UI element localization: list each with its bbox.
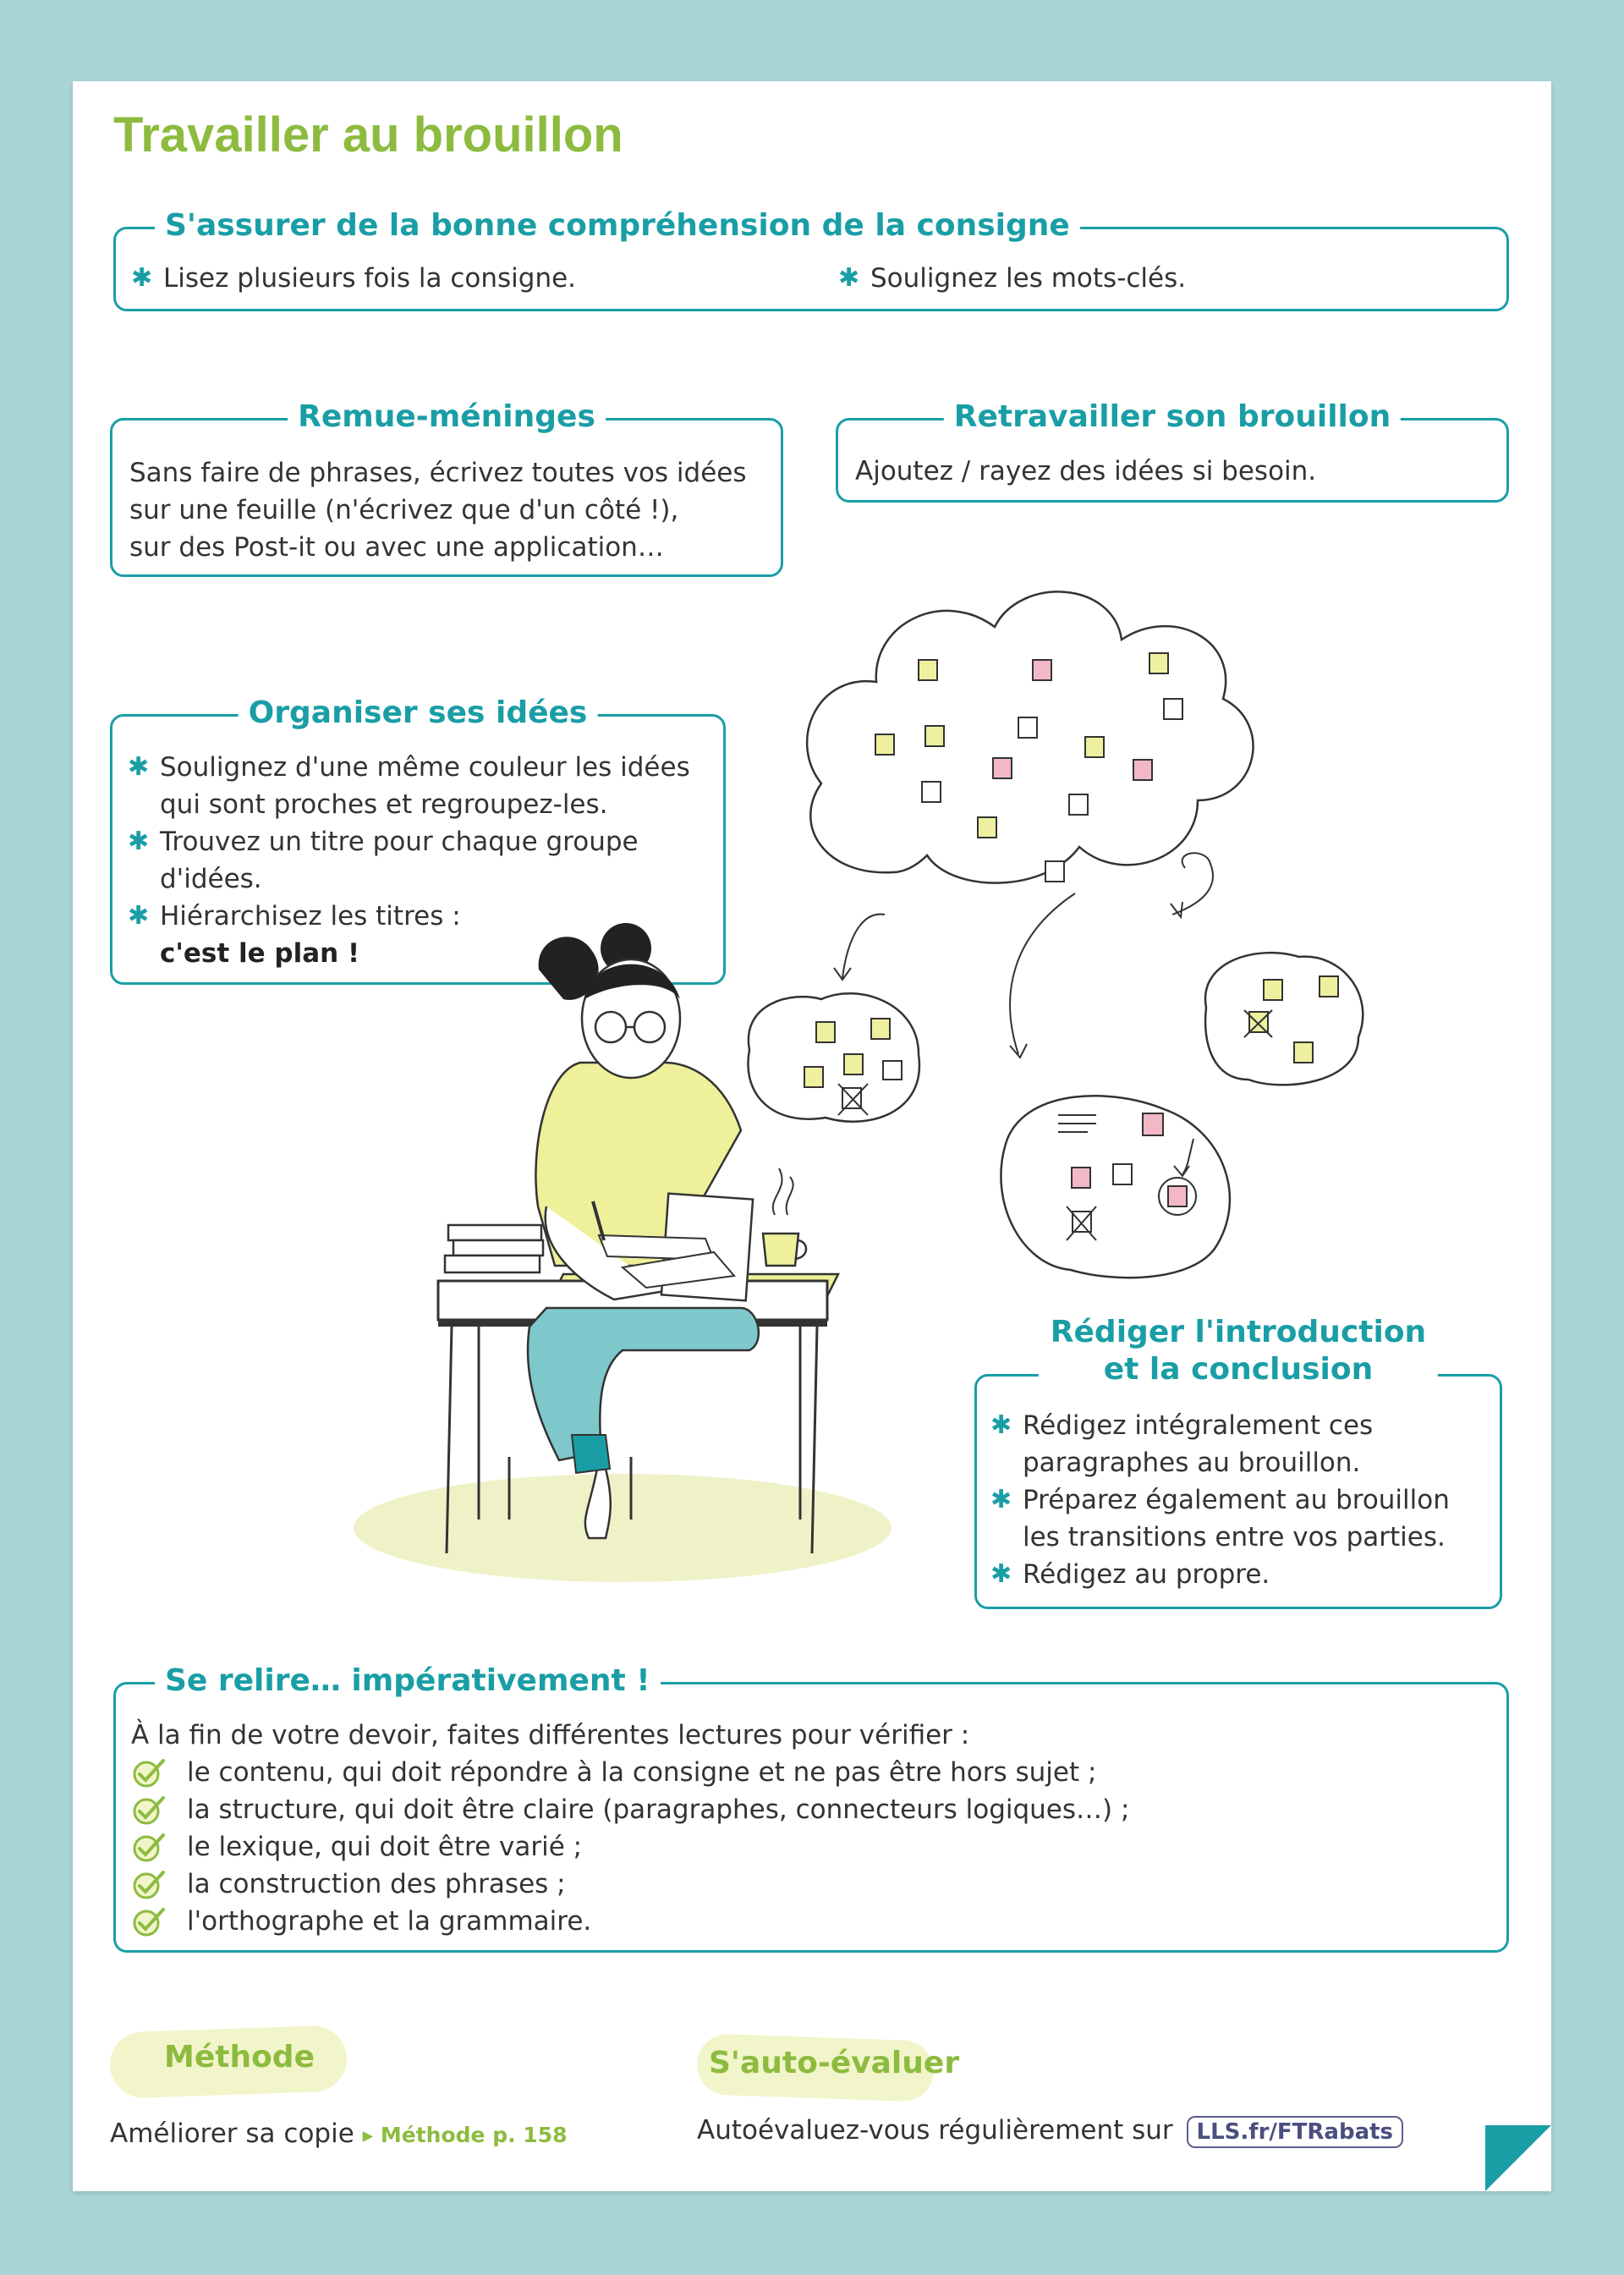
bullet-text: Soulignez d'une même couleur les idées [160,752,690,783]
checklist-text: la structure, qui doit être claire (paragraphes, connecteurs logiques…) ; [187,1794,1130,1825]
checklist-text: le lexique, qui doit être varié ; [187,1832,583,1862]
paragraph-line: Ajoutez / rayez des idées si besoin. [855,456,1317,486]
bullet-text: Rédigez au propre. [1023,1559,1270,1590]
check-circle-icon [131,1757,168,1789]
box-title-line: Rédiger l'introduction [1050,1315,1427,1349]
check-circle-icon [131,1794,168,1827]
bullet-text-bold: c'est le plan ! [160,938,360,969]
box-relire [113,1663,1509,1953]
box-consigne-title: S'assurer de la bonne compréhension de la consigne [155,206,1080,246]
checklist-item [131,1866,1484,1903]
asterisk-bullet-icon: ✱ [128,827,150,856]
paragraph-line: Sans faire de phrases, écrivez toutes vos idées [129,458,747,488]
bullet-text: qui sont proches et regroupez-les. [160,789,608,820]
bullet-text: Soulignez les mots-clés. [870,263,1187,294]
auto-eval-label: S'auto-évaluer [709,2046,960,2080]
bullet-text: paragraphes au brouillon. [1023,1448,1361,1478]
box-consigne [113,208,1509,311]
box-relire-title: Se relire… impérativement ! [155,1661,661,1701]
asterisk-bullet-icon: ✱ [990,1559,1012,1589]
list-item [128,749,711,823]
idea-group-bubbles-icon [748,953,1363,1278]
box-remue-title: Remue-méninges [288,397,606,437]
methode-label: Méthode [164,2040,315,2074]
bullet-text: les transitions entre vos parties. [1023,1522,1446,1552]
asterisk-bullet-icon: ✱ [990,1485,1012,1514]
lls-link[interactable]: LLS.fr/FTRabats [1187,2116,1404,2148]
box-remue-meninges [110,399,783,577]
asterisk-bullet-icon: ✱ [990,1410,1012,1440]
methode-text: Améliorer sa copie [110,2118,354,2149]
brainstorm-cloud-icon [807,591,1253,882]
list-item [990,1407,1490,1481]
postit-notes-icon [875,653,1182,882]
checklist-item [131,1754,1484,1791]
list-item [128,898,711,972]
check-circle-icon [131,1906,168,1938]
student-desk-icon [354,923,892,1582]
box-rediger [974,1315,1502,1609]
bullet-text: Préparez également au brouillon [1023,1485,1450,1515]
grouped-postits-icon [804,976,1338,1240]
checklist-item [131,1903,1484,1940]
box-title-line: et la conclusion [1103,1352,1374,1387]
bullet-text: Hiérarchisez les titres : [160,901,461,931]
box-organiser [110,695,726,985]
asterisk-bullet-icon: ✱ [131,263,153,293]
list-item [131,260,576,297]
list-item [990,1481,1490,1556]
asterisk-bullet-icon: ✱ [838,263,860,293]
page-title: Travailler au brouillon [113,107,623,162]
bullet-text: Rédigez intégralement ces [1023,1410,1374,1441]
asterisk-bullet-icon: ✱ [128,752,150,782]
box-organiser-title: Organiser ses idées [239,693,598,734]
checklist-text: le contenu, qui doit répondre à la consigne et ne pas être hors sujet ; [187,1757,1097,1788]
checklist-item [131,1791,1484,1828]
list-item [128,823,711,898]
bullet-text: Lisez plusieurs fois la consigne. [163,263,577,294]
list-item [990,1556,1490,1593]
bullet-text: Trouvez un titre pour chaque groupe [160,827,639,857]
auto-eval-line [697,2115,1403,2148]
box-retravailler [836,399,1509,503]
checklist-text: la construction des phrases ; [187,1869,566,1899]
box-rediger-title [1039,1314,1438,1388]
bullet-text: d'idées. [160,864,262,894]
checklist-item [131,1828,1484,1866]
box-retravailler-title: Retravailler son brouillon [944,397,1401,437]
checklist-text: l'orthographe et la grammaire. [187,1906,592,1937]
relire-intro: À la fin de votre devoir, faites différentes lectures pour vérifier : [131,1720,970,1750]
check-circle-icon [131,1869,168,1901]
auto-eval-text: Autoévaluez-vous régulièrement sur [697,2115,1173,2146]
page-corner-icon [1485,2125,1551,2191]
list-item [838,260,1186,297]
check-circle-icon [131,1832,168,1864]
methode-line [110,2118,568,2149]
paragraph-line: sur des Post-it ou avec une application… [129,532,664,563]
page [73,81,1551,2191]
arrows-icon [834,853,1213,1058]
methode-link[interactable]: ▸ Méthode p. 158 [362,2123,568,2147]
asterisk-bullet-icon: ✱ [128,901,150,931]
paragraph-line: sur une feuille (n'écrivez que d'un côté !), [129,495,679,525]
